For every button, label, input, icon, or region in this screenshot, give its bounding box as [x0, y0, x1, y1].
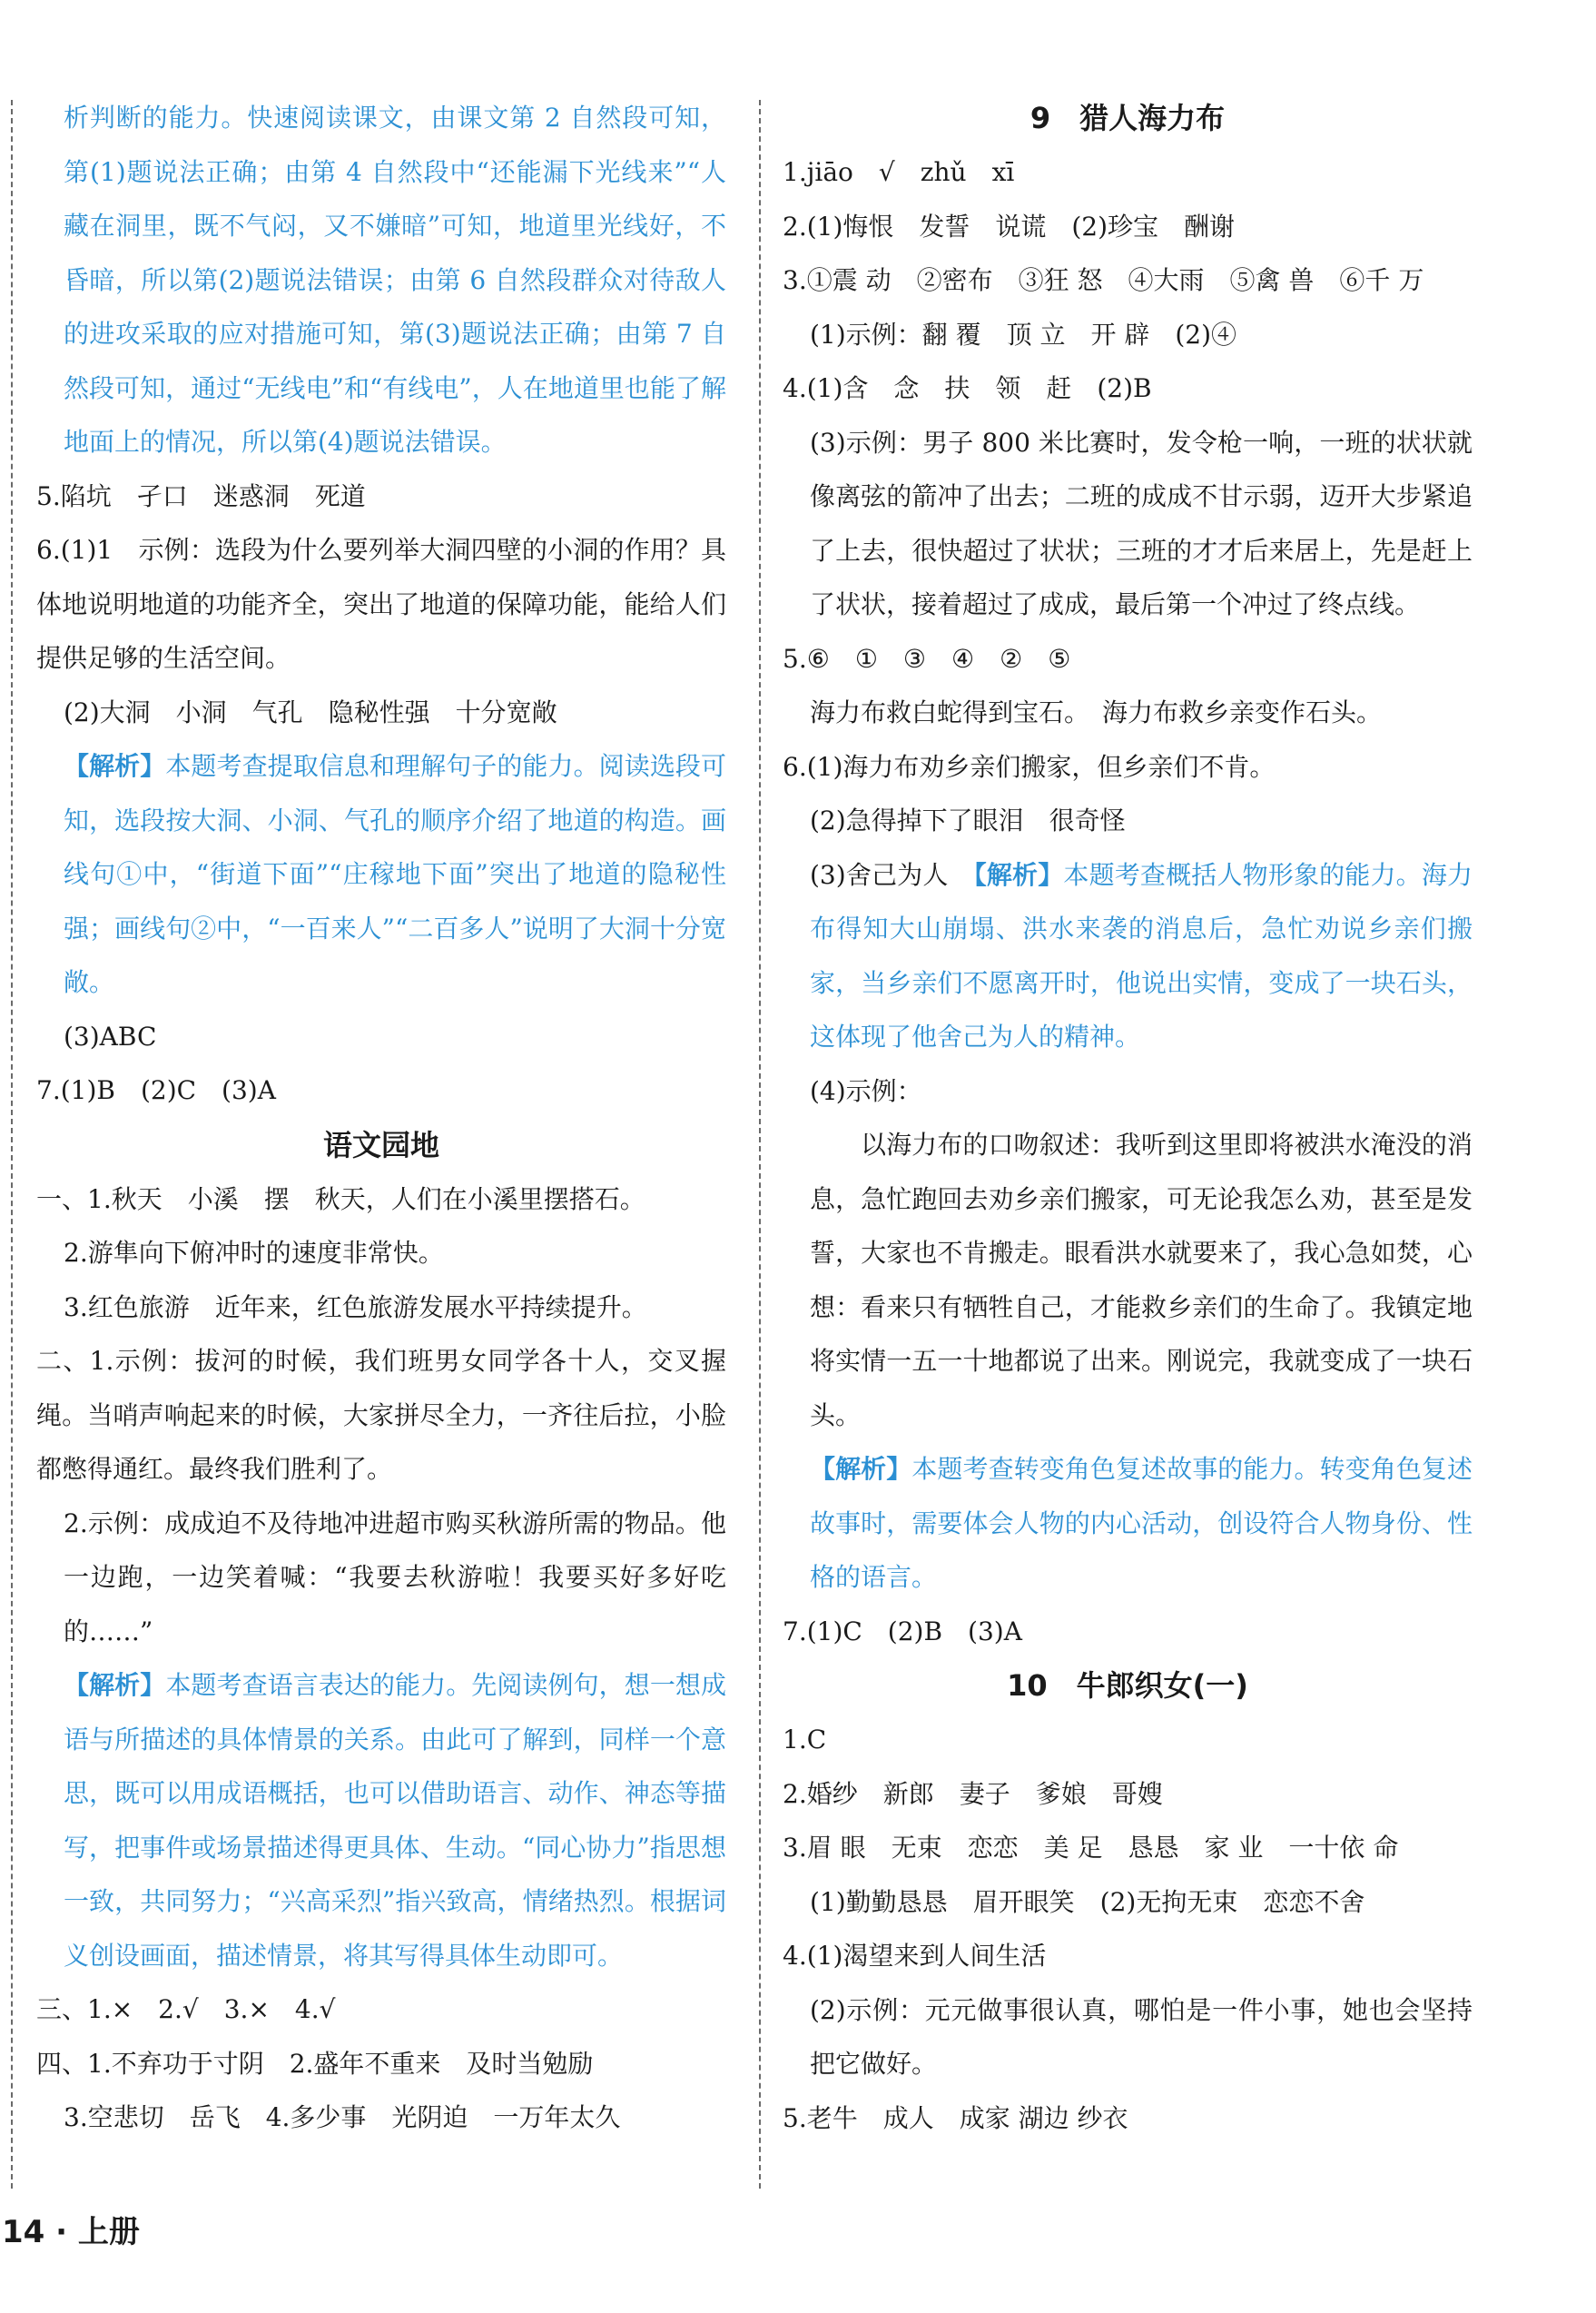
analysis-tag: 【解析】: [973, 859, 1064, 890]
analysis-continued: 析判断的能力。快速阅读课文，由课文第 2 自然段可知，第(1)题说法正确；由第 4 自然段中“还能漏下光线来”“人藏在洞里，既不气闷，又不嫌暗”可知，地道里光线好，不昏暗，所以第(2)题说法错误；由第 6 自然段群众对待敌人的进攻采取的应对措施可知，第(3)题说法正确；由第 7 自然段可知，通过“无线电”和“有线电”，人在地道里也能了解地面上的情况，所以第(4)题说法错误。: [64, 103, 726, 457]
lesson9-answer-6-2: (2)急得掉下了眼泪 很奇怪: [810, 806, 1126, 835]
analysis-6-4-text: 本题考查转变角色复述故事的能力。转变角色复述故事时，需要体会人物的内心活动，创设符合人物身份、性格的语言。: [810, 1454, 1473, 1592]
lesson10-answer-1: 1.C: [783, 1725, 827, 1755]
page-number: 14 · 上册: [2, 2214, 140, 2250]
lesson9-answer-6-3: [783, 848, 1473, 1064]
part2-answer-2: 2.示例：成成迫不及待地冲进超市购买秋游所需的物品。他一边跑，一边笑着喊：“我要去秋游啦！我要买好多好吃的……”: [64, 1507, 726, 1646]
lesson10-answer-4-2: (2)示例：元元做事很认真，哪怕是一件小事，她也会坚持把它做好。: [810, 1994, 1473, 2079]
analysis-6-3-text: 本题考查概括人物形象的能力。海力布得知大山崩塌、洪水来袭的消息后，急忙劝说乡亲们搬家，当乡亲们不愿离开时，他说出实情，变成了一块石头，这体现了他舍己为人的精神。: [810, 859, 1473, 1052]
analysis-6-text: 本题考查提取信息和理解句子的能力。阅读选段可知，选段按大洞、小洞、气孔的顺序介绍了地道的构造。画线句①中，“街道下面”“庄稼地下面”突出了地道的隐秘性强；画线句②中，“一百来人”“二百多人”说明了大洞十分宽敞。: [64, 751, 726, 997]
lesson9-answer-1: 1.jiāo √ zhǔ xī: [783, 157, 1015, 187]
lesson9-answer-3: 3.①震 动 ②密布 ③狂 怒 ④大雨 ⑤禽 兽 ⑥千 万: [783, 265, 1424, 295]
part1-answer-2: 2.游隼向下俯冲时的速度非常快。: [64, 1238, 444, 1268]
lesson9-answer-5: 5.⑥ ① ③ ④ ② ⑤: [783, 643, 1071, 674]
analysis-tag: 【解析】: [64, 751, 166, 781]
analysis-6-4: [783, 1442, 1473, 1605]
lesson9-answer-4-3: (3)示例：男子 800 米比赛时，发令枪一响，一班的状状就像离弦的箭冲了出去；二班的成成不甘示弱，迈开大步紧追了上去，很快超过了状状；三班的才才后来居上，先是赶上了状状，接着超过了成成，最后第一个冲过了终点线。: [810, 427, 1473, 619]
lesson9-answer-6-1: 6.(1)海力布劝乡亲们搬家，但乡亲们不肯。: [783, 751, 1276, 782]
answer-6-3: (3)ABC: [64, 1021, 157, 1052]
lesson10-answer-3-1: (1)勤勤恳恳 眉开眼笑 (2)无拘无束 恋恋不舍: [810, 1886, 1365, 1917]
right-column: [783, 91, 1473, 2145]
lesson-9-title: 9 猎人海力布: [1030, 101, 1226, 135]
lesson9-answer-7: 7.(1)C (2)B (3)A: [783, 1616, 1022, 1646]
part3-answers: 三、1.× 2.√ 3.× 4.√: [36, 1994, 336, 2024]
analysis-tag: 【解析】: [64, 1670, 166, 1700]
analysis-6: [36, 739, 726, 1010]
analysis-part2: [36, 1658, 726, 1982]
answer-7: 7.(1)B (2)C (3)A: [36, 1075, 276, 1105]
left-column: [36, 91, 726, 2145]
answer-6-3-text: (3)舍己为人: [810, 859, 974, 890]
left-margin-dashed-line: [11, 100, 13, 2189]
lesson10-answer-3: 3.眉 眼 无束 恋恋 美 足 恳恳 家 业 一十依 命: [783, 1833, 1399, 1863]
analysis-part2-text: 本题考查语言表达的能力。先阅读例句，想一想成语与所描述的具体情景的关系。由此可了解到，同样一个意思，既可以用成语概括，也可以借助语言、动作、神态等描写，把事件或场景描述得更具体、生动。“同心协力”指思想一致，共同努力；“兴高采烈”指兴致高，情绪热烈。根据词义创设画面，描述情景，将其写得具体生动即可。: [64, 1670, 726, 1971]
lesson-10-title: 10 牛郎织女(一): [1007, 1668, 1248, 1703]
lesson9-answer-4-1: 4.(1)含 念 扶 领 赶 (2)B: [783, 373, 1152, 403]
section-title-yuwen-yuandi: 语文园地: [322, 1127, 439, 1162]
lesson9-answer-2: 2.(1)悔恨 发誓 说谎 (2)珍宝 酬谢: [783, 211, 1236, 242]
lesson10-answer-5: 5.老牛 成人 成家 湖边 纱衣: [783, 2102, 1128, 2133]
part2-answer-1: 二、1.示例：拔河的时候，我们班男女同学各十人，交叉握绳。当哨声响起来的时候，大家拼尽全力，一齐往后拉，小脸都憋得通红。最终我们胜利了。: [36, 1346, 726, 1484]
lesson9-answer-3-1: (1)示例：翻 覆 顶 立 开 辟 (2)④: [810, 319, 1237, 350]
lesson9-answer-6-4-text: 以海力布的口吻叙述：我听到这里即将被洪水淹没的消息，急忙跑回去劝乡亲们搬家，可无论我怎么劝，甚至是发誓，大家也不肯搬走。眼看洪水就要来了，我心急如焚，心想：看来只有牺牲自己，才能救乡亲们的生命了。我镇定地将实情一五一十地都说了出来。刚说完，我就变成了一块石头。: [810, 1130, 1473, 1430]
lesson10-answer-4-1: 4.(1)渴望来到人间生活: [783, 1941, 1047, 1971]
part4-answer-3: 3.空悲切 岳飞 4.多少事 光阴迫 一万年太久: [64, 2102, 621, 2132]
lesson9-answer-6-4: (4)示例：: [810, 1075, 922, 1106]
column-divider-dashed-line: [759, 100, 761, 2189]
answer-5: 5.陷坑 孑口 迷惑洞 死道: [36, 480, 366, 511]
part4-answer-1: 四、1.不弃功于寸阴 2.盛年不重来 及时当勉励: [36, 2048, 594, 2079]
lesson9-answer-5-b: 海力布救白蛇得到宝石。 海力布救乡亲变作石头。: [810, 697, 1383, 727]
part1-answer-3: 3.红色旅游 近年来，红色旅游发展水平持续提升。: [64, 1291, 647, 1322]
part1-answer-1: 一、1.秋天 小溪 摆 秋天，人们在小溪里摆搭石。: [36, 1183, 645, 1214]
lesson10-answer-2: 2.婚纱 新郎 妻子 爹娘 哥嫂: [783, 1778, 1163, 1809]
answer-6-1: 6.(1)1 示例：选段为什么要列举大洞四壁的小洞的作用？具体地说明地道的功能齐全，突出了地道的保障功能，能给人们提供足够的生活空间。: [36, 535, 726, 673]
analysis-tag: 【解析】: [810, 1454, 912, 1484]
answer-6-2: (2)大洞 小洞 气孔 隐秘性强 十分宽敞: [64, 697, 557, 727]
